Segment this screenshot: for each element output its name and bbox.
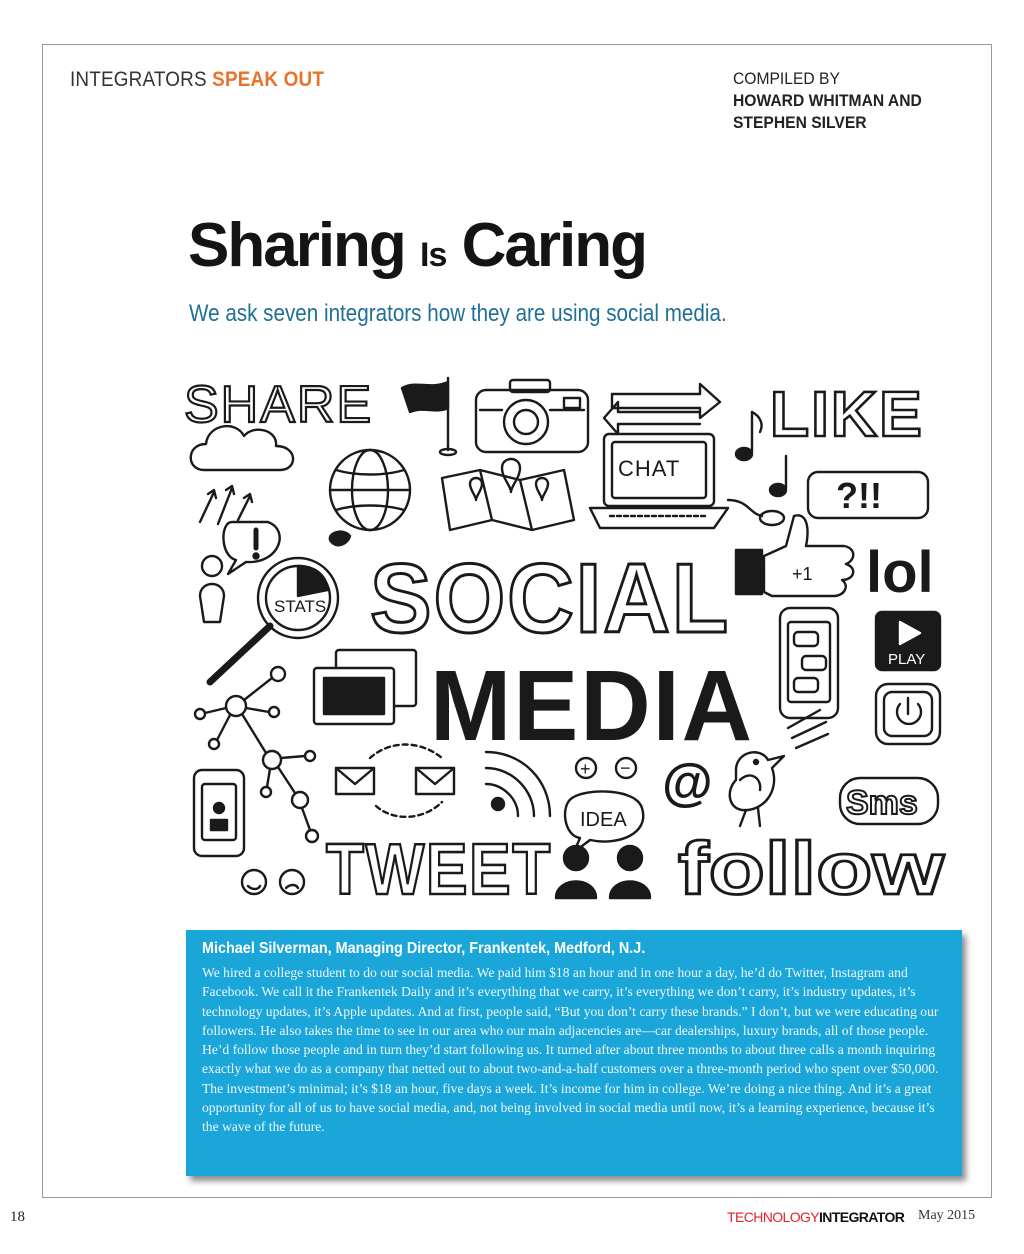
title-part-1: Sharing — [188, 211, 421, 280]
byline-label: COMPILED BY — [733, 69, 840, 88]
byline — [733, 68, 922, 134]
byline-names-line2: STEPHEN SILVER — [733, 113, 867, 132]
stats-label: STATS — [274, 597, 327, 616]
integrator-quote-box — [186, 930, 962, 1176]
media-label: MEDIA — [430, 650, 754, 762]
at-sign-label: @ — [662, 754, 713, 812]
follow-label: follow — [678, 827, 945, 910]
title-part-2: Is — [420, 236, 447, 274]
kicker-accent: SPEAK OUT — [212, 68, 325, 91]
plus-one-label: +1 — [792, 564, 813, 584]
alert-bubble-icon — [223, 522, 279, 574]
page-number: 18 — [10, 1209, 25, 1225]
quote-heading: Michael Silverman, Managing Director, Frankentek, Medford, N.J. — [202, 940, 646, 957]
share-label: SHARE — [184, 376, 374, 434]
chat-label: CHAT — [618, 456, 681, 481]
exclaim-label: ?!! — [836, 475, 882, 516]
power-icon — [876, 684, 940, 744]
tablet-chat-icon — [780, 608, 838, 718]
upload-arrows-icon — [200, 486, 252, 524]
minus-sign-label: − — [620, 758, 631, 778]
camera-icon — [476, 380, 588, 452]
network-graph-icon — [195, 667, 318, 842]
map-pins-icon — [442, 459, 574, 530]
refresh-arrows-icon — [604, 384, 720, 434]
quote-body: We hired a college student to do our social media. We paid him $18 an hour and in one hour a day, he’d do Twitter, Instagram and Facebook. We call it the Frankentek Daily and it’s everything that we carry, it’s everything we don’t carry, it’s industry updates, it’s technology updates, it’s Apple updates. And at first, people said, “But you don’t carry these brands.” I don’t, but we were educating our followers. He also takes the time to see in our area who our main adjacencies are—car dealerships, luxury brands, all of those people. He’d follow those people and in turn they’d start following us. It turned after about three months to about three calls a month inquiring exactly what we do as a company that netted out to about two-and-a-half customers over a three-month period who spent over $50,000. The investment’s minimal; it’s $18 an hour, five days a week. It’s income for him in college. We’re doing a nice thing. And it’s a great opportunity for all of us to have social media, and, not being involved in social media until now, it’s a learning experience, because it’s the wave of the future. — [202, 965, 939, 1135]
article-title — [188, 210, 646, 281]
sms-label: Sms — [846, 784, 918, 822]
plus-sign-label: + — [580, 759, 591, 779]
idea-label: IDEA — [580, 809, 627, 831]
magazine-masthead — [727, 1209, 904, 1225]
play-label: PLAY — [888, 651, 926, 668]
kicker-plain: INTEGRATORS — [70, 68, 213, 91]
flag-icon — [402, 378, 456, 455]
globe-icon — [330, 450, 410, 530]
masthead-part-1: TECHNOLOGY — [727, 1209, 820, 1225]
laptop-icon — [590, 434, 784, 528]
social-media-doodle-illustration — [180, 360, 950, 910]
sad-face-icon — [280, 870, 304, 894]
person-icon — [200, 556, 224, 622]
section-kicker — [70, 68, 324, 92]
photos-icon — [314, 650, 416, 724]
lol-label: lol — [866, 540, 934, 605]
issue-date: May 2015 — [918, 1208, 976, 1223]
smartphone-icon — [194, 770, 244, 856]
smiley-icon — [242, 870, 266, 894]
like-label: LIKE — [770, 378, 924, 450]
article-dek: We ask seven integrators how they are using social media. — [189, 300, 727, 327]
tweet-label: TWEET — [326, 830, 552, 910]
byline-names-line1: HOWARD WHITMAN AND — [733, 91, 922, 110]
users-icon — [556, 846, 650, 898]
masthead-part-2: INTEGRATOR — [819, 1209, 905, 1225]
social-label: SOCIAL — [370, 543, 730, 653]
title-part-3: Caring — [446, 211, 646, 280]
